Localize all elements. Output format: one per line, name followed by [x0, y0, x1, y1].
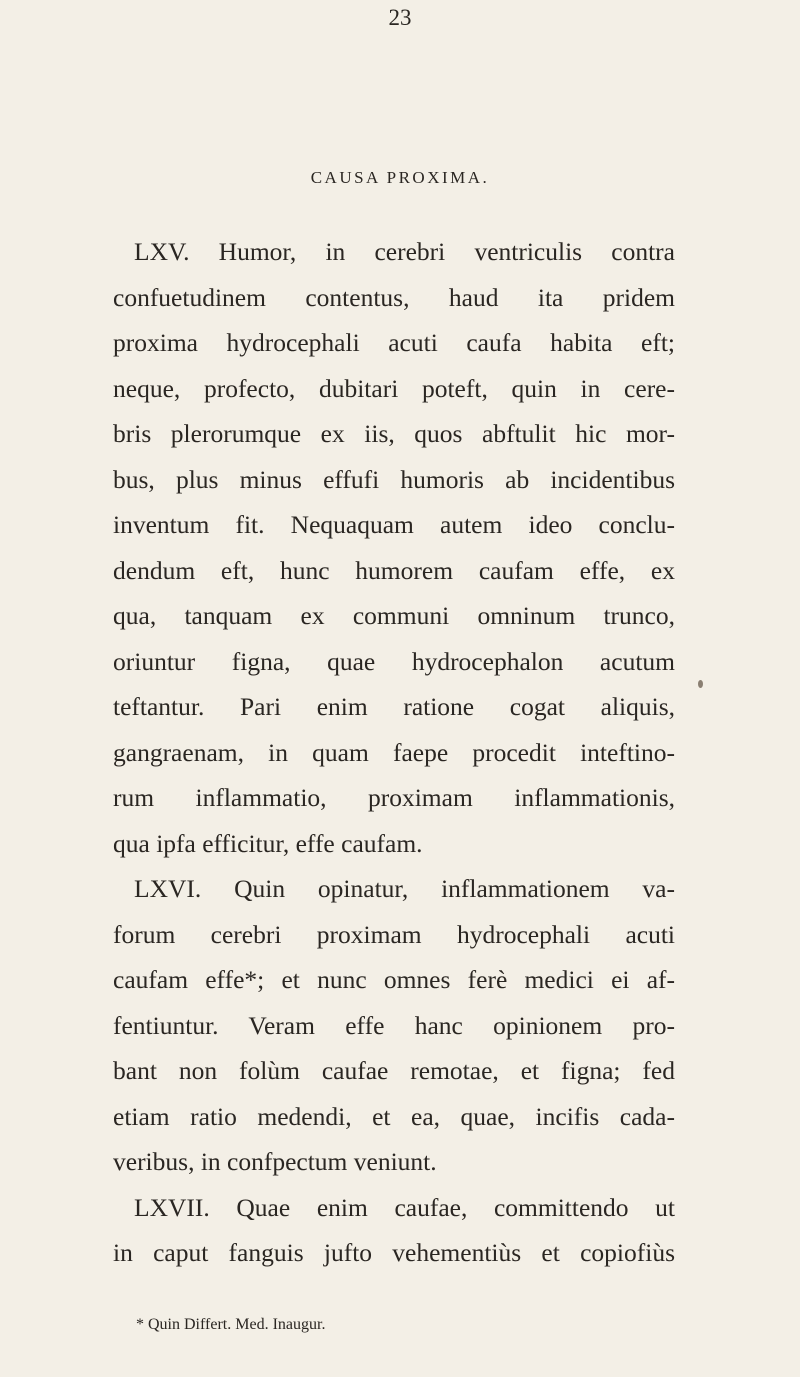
text-line: oriuntur figna, quae hydrocephalon acutum: [113, 646, 675, 676]
text-line: bris plerorumque ex iis, quos abftulit hic mor-: [113, 419, 675, 448]
ink-speck: [698, 680, 703, 688]
body-text: [113, 229, 675, 1276]
text-line: etiam ratio medendi, et ea, quae, incifis cada-: [113, 1101, 675, 1131]
text-line: caufam effe*; et nunc omnes ferè medici ei af-: [113, 965, 675, 994]
text-line: qua, tanquam ex communi omninum trunco,: [113, 601, 675, 630]
text-line: neque, profecto, dubitari poteft, quin in cere-: [113, 373, 675, 403]
text-line: proxima hydrocephali acuti caufa habita eft;: [113, 328, 675, 357]
text-line: in caput fanguis jufto vehementiùs et copiofiùs: [113, 1238, 675, 1267]
text-line: inventum fit. Nequaquam autem ideo conclu-: [113, 510, 675, 539]
text-line: bus, plus minus effufi humoris ab incidentibus: [113, 464, 675, 494]
footnote: * Quin Differt. Med. Inaugur.: [136, 1316, 326, 1333]
text-line: bant non folùm caufae remotae, et figna; fed: [113, 1056, 675, 1085]
section-title: CAUSA PROXIMA.: [310, 168, 490, 187]
text-line: gangraenam, in quam faepe procedit inteftino-: [113, 737, 675, 767]
text-line: qua ipfa efficitur, effe caufam.: [113, 828, 423, 858]
text-line: veribus, in confpectum veniunt.: [113, 1147, 437, 1176]
text-line: fentiuntur. Veram effe hanc opinionem pro-: [113, 1010, 675, 1040]
text-line: teftantur. Pari enim ratione cogat aliquis,: [113, 692, 675, 721]
text-line: rum inflammatio, proximam inflammationis,: [113, 783, 675, 812]
page-number: 23: [388, 5, 412, 30]
text-line: LXVI. Quin opinatur, inflammationem va-: [134, 874, 675, 903]
text-line: LXVII. Quae enim caufae, committendo ut: [134, 1192, 675, 1222]
text-line: dendum eft, hunc humorem caufam effe, ex: [113, 555, 675, 585]
text-line: forum cerebri proximam hydrocephali acuti: [113, 919, 675, 949]
text-line: confuetudinem contentus, haud ita pridem: [113, 282, 675, 312]
text-line: LXV. Humor, in cerebri ventriculis contra: [134, 237, 675, 266]
